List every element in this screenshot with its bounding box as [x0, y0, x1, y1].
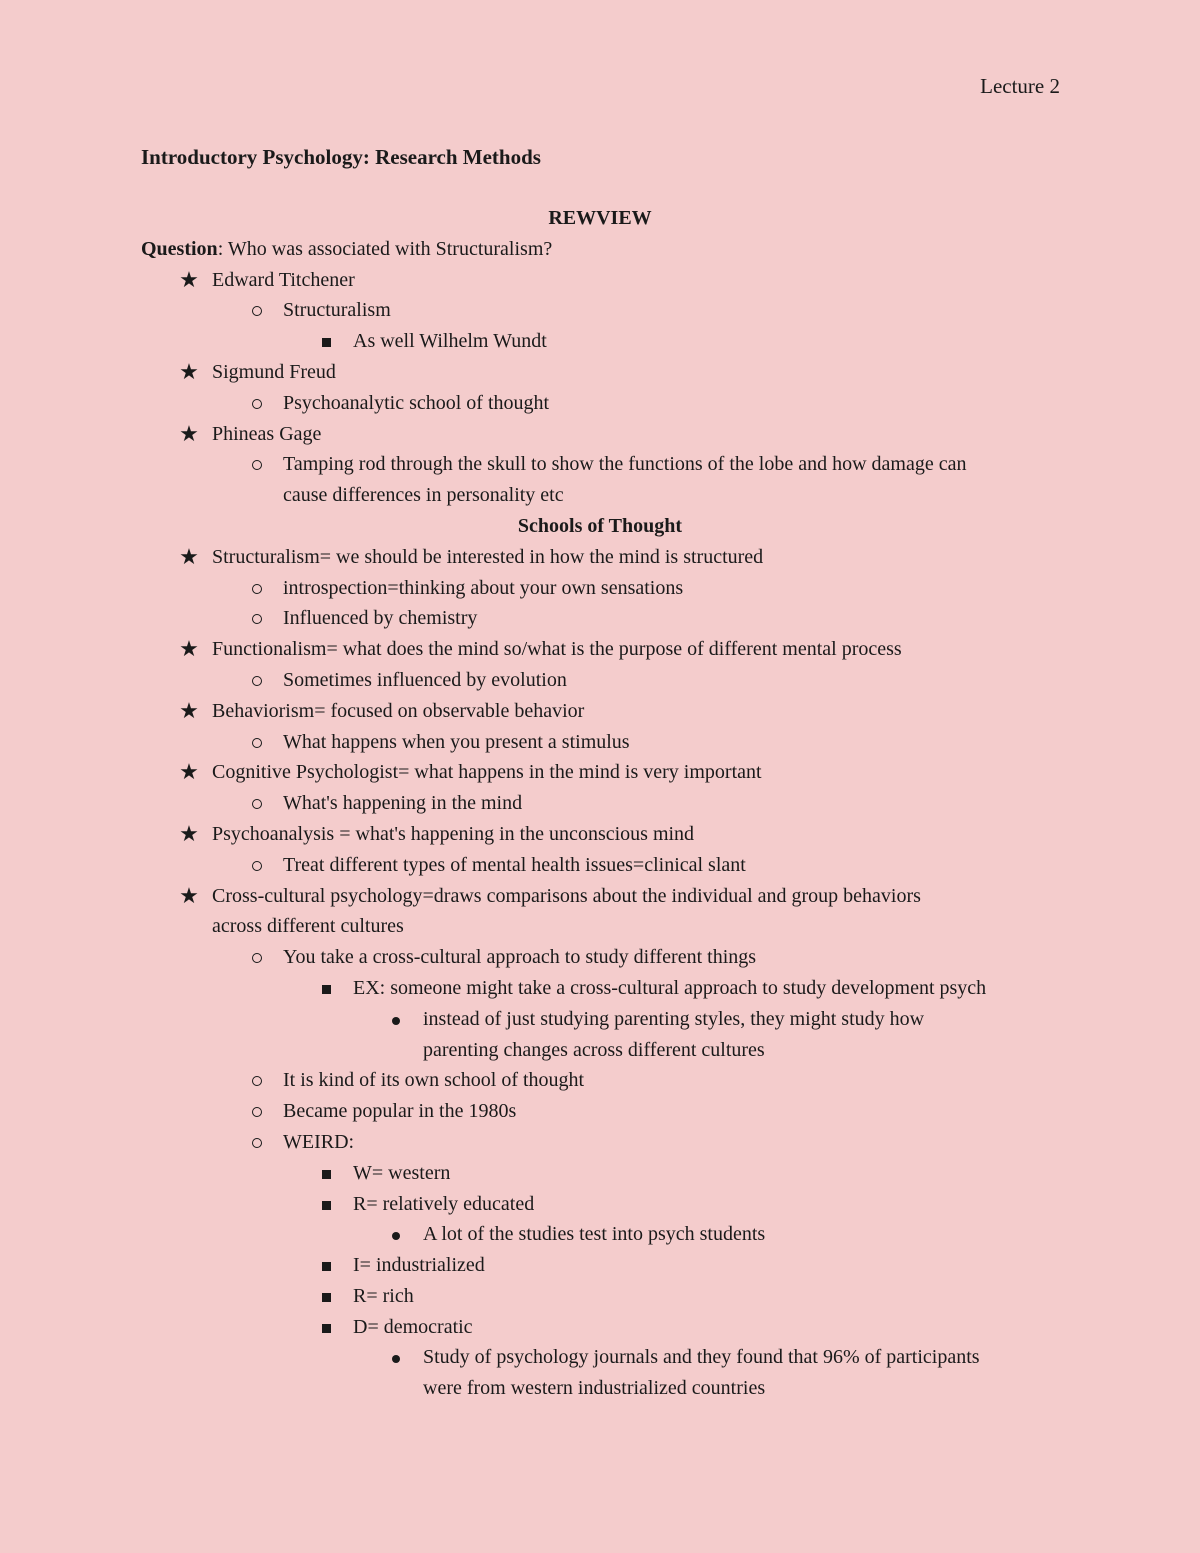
list-item: [0, 1004, 1200, 1035]
list-item: [0, 603, 1200, 634]
list-item-text: R= relatively educated: [353, 1192, 535, 1215]
list-item-text: parenting changes across different cultures: [423, 1038, 765, 1061]
schools-list: [0, 542, 1200, 1404]
lecture-label: Lecture 2: [980, 74, 1060, 98]
list-item-text: WEIRD:: [283, 1130, 355, 1153]
circle-bullet-icon: [244, 850, 270, 881]
dot-bullet-icon: [383, 1004, 409, 1035]
list-item-text: You take a cross-cultural approach to study different things: [283, 946, 757, 969]
list-item-text: introspection=thinking about your own sensations: [283, 576, 684, 599]
list-item-text: What's happening in the mind: [283, 792, 523, 815]
list-item: [0, 665, 1200, 696]
square-bullet-icon: [313, 1281, 339, 1312]
list-item: [0, 1312, 1200, 1343]
list-item-text: Edward Titchener: [212, 268, 355, 291]
review-list: [0, 265, 1200, 511]
list-item-text: It is kind of its own school of thought: [283, 1069, 585, 1092]
list-item-text: Psychoanalytic school of thought: [283, 391, 550, 414]
star-bullet-icon: ★: [179, 420, 199, 446]
circle-bullet-icon: [244, 727, 270, 758]
list-item: [0, 696, 1200, 727]
list-item: [0, 326, 1200, 357]
list-item-text: Sigmund Freud: [212, 360, 336, 383]
square-bullet-icon: [313, 1189, 339, 1220]
list-item: [0, 449, 1200, 480]
star-bullet-icon: ★: [179, 882, 199, 908]
circle-bullet-icon: [244, 449, 270, 480]
list-item: [0, 1127, 1200, 1158]
dot-bullet-icon: [383, 1219, 409, 1250]
list-item: [0, 1281, 1200, 1312]
question-label: Question: [141, 237, 218, 260]
list-item-text: instead of just studying parenting styles, they might study how: [423, 1007, 925, 1030]
list-item-text: EX: someone might take a cross-cultural approach to study development psych: [353, 976, 987, 999]
list-item-text: Psychoanalysis = what's happening in the unconscious mind: [212, 822, 695, 845]
list-item-text: Structuralism= we should be interested in how the mind is structured: [212, 545, 764, 568]
list-item: [0, 419, 1200, 450]
square-bullet-icon: [313, 1158, 339, 1189]
list-item: [0, 942, 1200, 973]
list-item-text: As well Wilhelm Wundt: [353, 330, 547, 353]
list-item-text: Became popular in the 1980s: [283, 1100, 517, 1123]
question-text-wrap: [141, 234, 552, 265]
list-item: [0, 1189, 1200, 1220]
list-item: [0, 757, 1200, 788]
square-bullet-icon: [313, 1312, 339, 1343]
list-item: [0, 788, 1200, 819]
star-bullet-icon: ★: [179, 266, 199, 292]
list-item: [0, 1373, 1200, 1404]
list-item-text: cause differences in personality etc: [283, 484, 564, 507]
list-item-text: Structuralism: [283, 299, 391, 322]
star-bullet-icon: ★: [179, 697, 199, 723]
square-bullet-icon: [313, 973, 339, 1004]
star-bullet-icon: ★: [179, 543, 199, 569]
circle-bullet-icon: [244, 665, 270, 696]
list-item-text: Behaviorism= focused on observable behavior: [212, 699, 585, 722]
star-bullet-icon: ★: [179, 358, 199, 384]
list-item: [0, 1035, 1200, 1066]
schools-heading: [0, 511, 1200, 542]
list-item-text: were from western industrialized countries: [423, 1377, 766, 1400]
list-item-text: W= western: [353, 1161, 451, 1184]
list-item-text: Sometimes influenced by evolution: [283, 668, 567, 691]
list-item: [0, 480, 1200, 511]
star-bullet-icon: ★: [179, 636, 199, 662]
list-item: [0, 1158, 1200, 1189]
star-bullet-icon: ★: [179, 759, 199, 785]
circle-bullet-icon: [244, 388, 270, 419]
list-item: [0, 911, 1200, 942]
list-item-text: across different cultures: [212, 915, 404, 938]
dot-bullet-icon: [383, 1342, 409, 1373]
list-item: [0, 1342, 1200, 1373]
document-title: Introductory Psychology: Research Methods: [141, 145, 541, 169]
list-item: [0, 1250, 1200, 1281]
list-item: [0, 357, 1200, 388]
list-item-text: Treat different types of mental health issues=clinical slant: [283, 853, 746, 876]
list-item: [0, 542, 1200, 573]
list-item: [0, 1096, 1200, 1127]
list-item: [0, 295, 1200, 326]
list-item: [0, 265, 1200, 296]
question-text: : Who was associated with Structuralism?: [217, 237, 553, 260]
list-item-text: Tamping rod through the skull to show the functions of the lobe and how damage can: [283, 453, 967, 476]
list-item: [0, 573, 1200, 604]
square-bullet-icon: [313, 326, 339, 357]
list-item-text: Study of psychology journals and they found that 96% of participants: [423, 1346, 980, 1369]
circle-bullet-icon: [244, 942, 270, 973]
list-item-text: D= democratic: [353, 1315, 473, 1338]
circle-bullet-icon: [244, 1127, 270, 1158]
circle-bullet-icon: [244, 603, 270, 634]
star-bullet-icon: ★: [179, 820, 199, 846]
list-item-text: I= industrialized: [353, 1254, 485, 1277]
list-item: [0, 1219, 1200, 1250]
list-item-text: Phineas Gage: [212, 422, 322, 445]
review-heading: [0, 203, 1200, 234]
list-item: [0, 1065, 1200, 1096]
list-item: [0, 973, 1200, 1004]
circle-bullet-icon: [244, 295, 270, 326]
list-item: [0, 727, 1200, 758]
circle-bullet-icon: [244, 788, 270, 819]
list-item: [0, 388, 1200, 419]
list-item: [0, 819, 1200, 850]
circle-bullet-icon: [244, 573, 270, 604]
circle-bullet-icon: [244, 1096, 270, 1127]
list-item-text: R= rich: [353, 1284, 414, 1307]
schools-heading-text: Schools of Thought: [517, 514, 683, 537]
question-line: [0, 234, 1200, 265]
circle-bullet-icon: [244, 1065, 270, 1096]
square-bullet-icon: [313, 1250, 339, 1281]
list-item-text: What happens when you present a stimulus: [283, 730, 630, 753]
list-item: [0, 881, 1200, 912]
list-item-text: A lot of the studies test into psych students: [423, 1223, 766, 1246]
list-item-text: Cross-cultural psychology=draws comparisons about the individual and group behaviors: [212, 884, 921, 907]
list-item-text: Influenced by chemistry: [283, 607, 478, 630]
list-item: [0, 850, 1200, 881]
review-heading-text: REWVIEW: [548, 207, 652, 229]
notes-body: [0, 203, 1200, 1404]
list-item: [0, 634, 1200, 665]
list-item-text: Cognitive Psychologist= what happens in the mind is very important: [212, 761, 762, 784]
list-item-text: Functionalism= what does the mind so/what is the purpose of different mental process: [212, 638, 902, 661]
